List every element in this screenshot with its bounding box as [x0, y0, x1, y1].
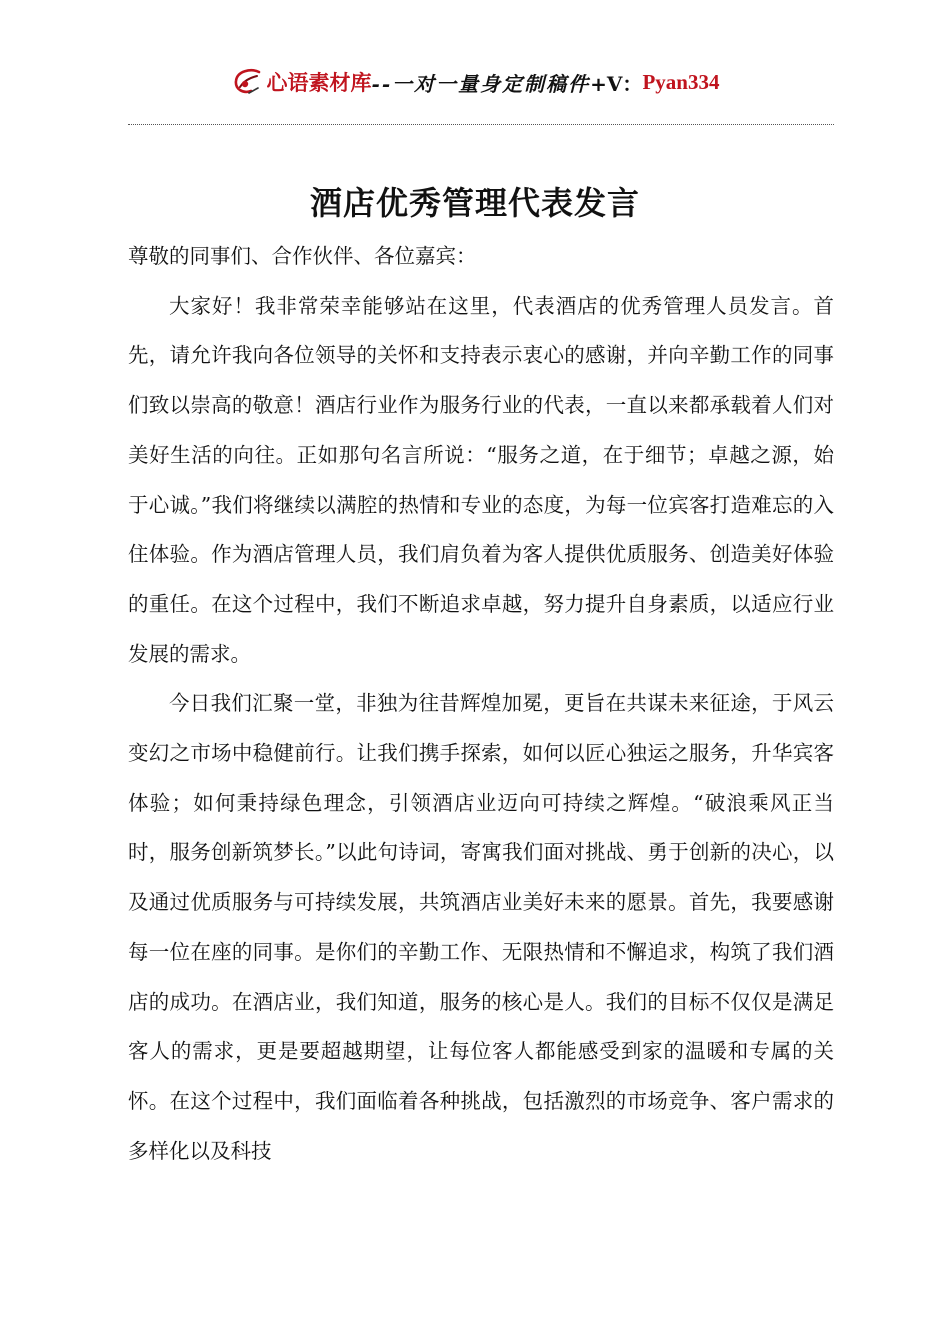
document-body [128, 232, 834, 1176]
brand-logo-icon [231, 67, 265, 97]
header-slogan: --一对一量身定制稿件 [371, 71, 591, 96]
paragraph-1: 大家好！我非常荣幸能够站在这里，代表酒店的优秀管理人员发言。首先，请允许我向各位领导的关怀和支持表示衷心的感谢，并向辛勤工作的同事们致以崇高的敬意！酒店行业作为服务行业的代表，一直以来都承载着人们对美好生活的向往。正如那句名言所说：“服务之道，在于细节；卓越之源，始于心诚。”我们将继续以满腔的热情和专业的态度，为每一位宾客打造难忘的入住体验。作为酒店管理人员，我们肩负着为客人提供优质服务、创造美好体验的重任。在这个过程中，我们不断追求卓越，努力提升自身素质，以适应行业发展的需求。 [128, 293, 834, 666]
document-title: 酒店优秀管理代表发言 [309, 184, 640, 222]
brand-logo [231, 67, 372, 97]
paragraph-2: 今日我们汇聚一堂，非独为往昔辉煌加冕，更旨在共谋未来征途，于风云变幻之市场中稳健前行。让我们携手探索，如何以匠心独运之服务，升华宾客体验；如何秉持绿色理念，引领酒店业迈向可持续之辉煌。“破浪乘风正当时，服务创新筑梦长。”以此句诗词，寄寓我们面对挑战、勇于创新的决心，以及通过优质服务与可持续发展，共筑酒店业美好未来的愿景。首先，我要感谢每一位在座的同事。是你们的辛勤工作、无限热情和不懈追求，构筑了我们酒店的成功。在酒店业，我们知道，服务的核心是人。我们的目标不仅仅是满足客人的需求，更是要超越期望，让每位客人都能感受到家的温暖和专属的关怀。在这个过程中，我们面临着各种挑战，包括激烈的市场竞争、客户需求的多样化以及科技 [128, 691, 834, 1163]
header-divider [128, 124, 834, 125]
contact-prefix: +V： [590, 71, 643, 96]
salutation: 尊敬的同事们、合作伙伴、各位嘉宾： [128, 244, 477, 268]
page-header [0, 62, 950, 102]
wechat-id: Pyan334 [642, 69, 720, 94]
brand-name: 心语素材库 [266, 70, 372, 95]
